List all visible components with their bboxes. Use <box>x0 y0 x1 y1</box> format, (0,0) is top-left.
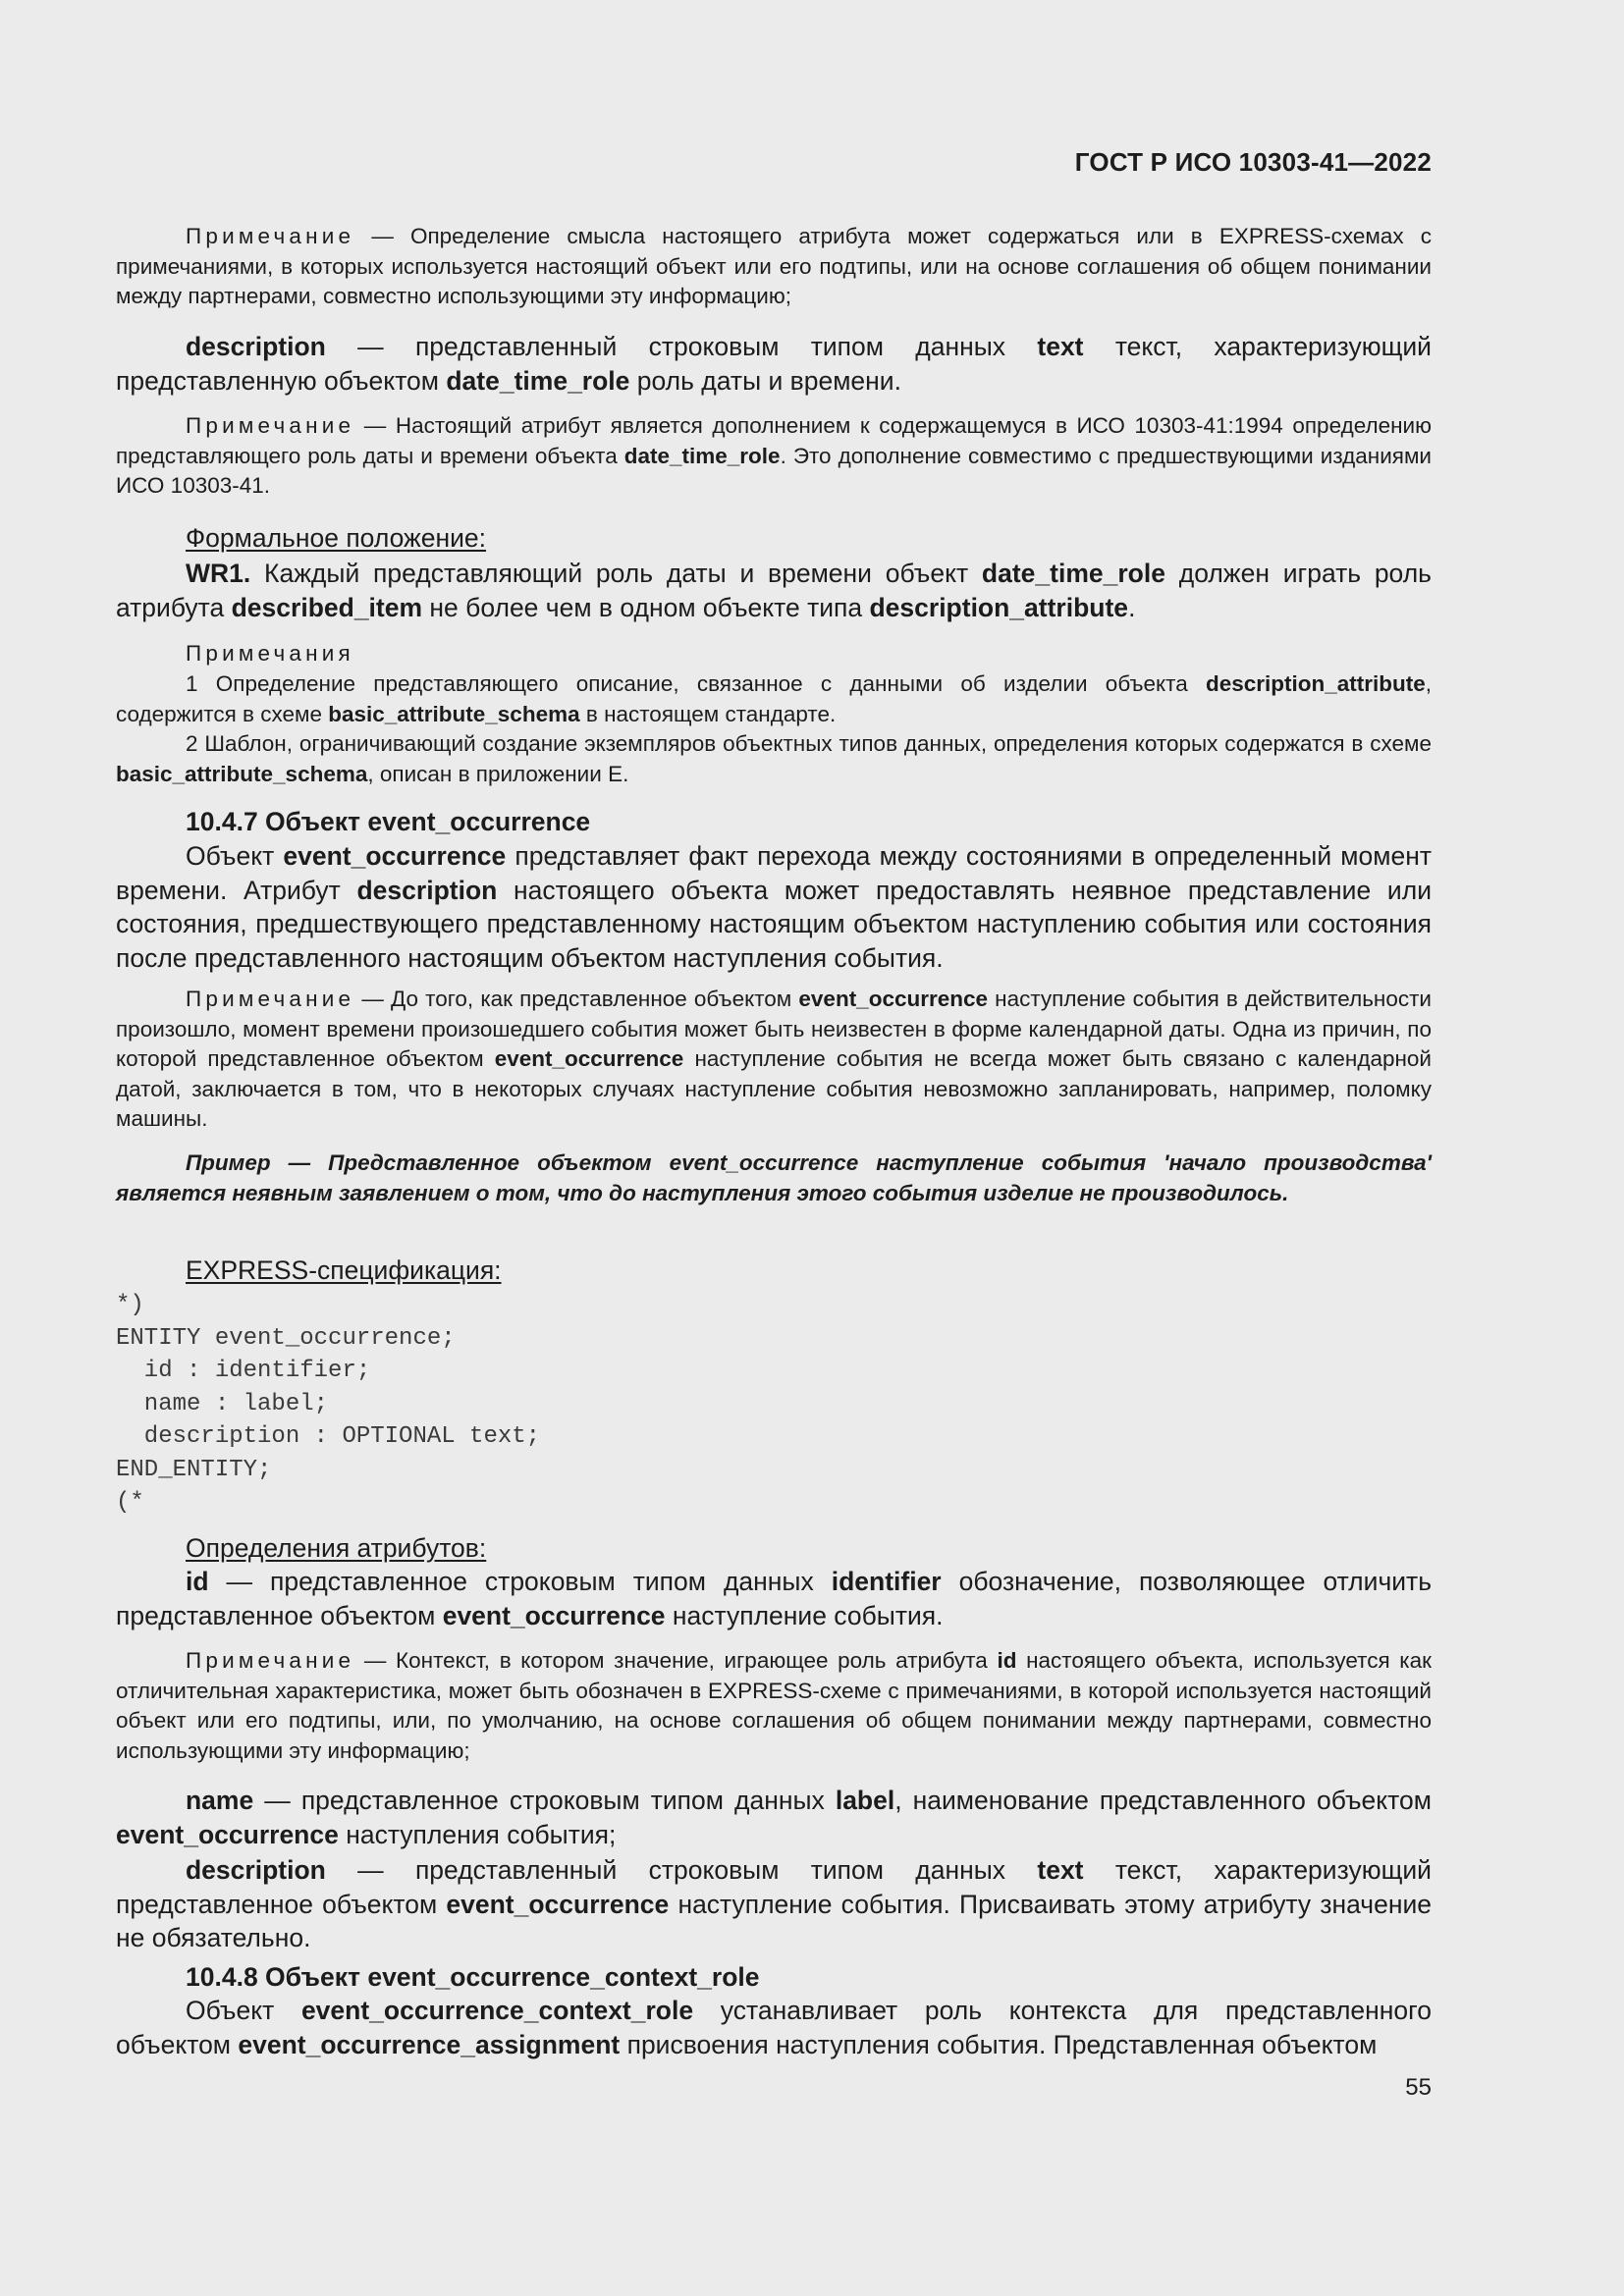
code-line: (* <box>116 1489 144 1516</box>
formal-heading: Формальное положение: <box>186 523 487 553</box>
code-line: END_ENTITY; <box>116 1456 272 1483</box>
note-paragraph-2: Примечание — Настоящий атрибут является дополнением к содержащемуся в ИСО 10303-41:1994 определению представляющего роль даты и времени объекта date_time_role. Это дополнение совместимо с предшествующими изданиями ИСО 10303-41. <box>116 413 1432 499</box>
note-paragraph-4: Примечание — Контекст, в котором значение, играющее роль атрибута id настоящего объекта, используется как отличительная характеристика, может быть обозначен в EXPRESS-схеме с примечаниями, в которой используется настоящий объект или его подтипы, или, по умолчанию, на основе соглашения об общем понимании между партнерами, совместно использующими эту информацию; <box>116 1648 1432 1763</box>
note-paragraph-1: Примечание — Определение смысла настоящего атрибута может содержаться или в EXPRESS-схемах с примечаниями, в которых используется настоящий объект или его подтипы, или на основе соглашения об общем понимании между партнерами, совместно использующими эту информацию; <box>116 224 1432 309</box>
note-label: Примечание <box>186 413 355 438</box>
document-header: ГОСТ Р ИСО 10303-41—2022 <box>1074 147 1432 177</box>
section-heading-10-4-7: 10.4.7 Объект event_occurrence <box>186 807 591 836</box>
code-line: *) <box>116 1292 144 1318</box>
description-definition-2: description — представленный строковым типом данных text текст, характеризующий представленное объектом event_occurrence наступление события. Присваивать этому атрибуту значение не обязательно. <box>116 1855 1433 1953</box>
code-line: ENTITY event_occurrence; <box>116 1324 456 1352</box>
description-definition: description — представленный строковым типом данных text текст, характеризующий представленную объектом date_time_role роль даты и времени. <box>116 332 1432 396</box>
code-line: id : identifier; <box>116 1358 371 1384</box>
section-heading-10-4-8: 10.4.8 Объект event_occurrence_context_role <box>186 1962 760 1992</box>
express-heading: EXPRESS-спецификация: <box>186 1255 502 1285</box>
note-label: Примечание <box>186 224 355 248</box>
note-item-2: 2 Шаблон, ограничивающий создание экземпляров объектных типов данных, определения которых содержатся в схеме basic_attribute_schema, описан в приложении E. <box>116 731 1432 786</box>
express-code-block <box>116 1289 1432 1520</box>
notes-label: Примечания <box>186 641 354 666</box>
id-definition: id — представленное строковым типом данных identifier обозначение, позволяющее отличить представленное объектом event_occurrence наступление события. <box>116 1567 1432 1630</box>
note-label: Примечание <box>186 1648 355 1673</box>
note-label: Примечание <box>186 987 355 1011</box>
event-occurrence-context-role-description: Объект event_occurrence_context_role устанавливает роль контекста для представленного объектом event_occurrence_assignment присвоения наступления события. Представленная объектом <box>116 1996 1432 2059</box>
wr1-rule: WR1. Каждый представляющий роль даты и времени объект date_time_role должен играть роль атрибута described_item не более чем в одном объекте типа description_attribute. <box>116 559 1432 622</box>
note-item-1: 1 Определение представляющего описание, связанное с данными об изделии объекта description_attribute, содержится в схеме basic_attribute_schema в настоящем стандарте. <box>116 671 1432 726</box>
note-paragraph-3: Примечание — До того, как представленное объектом event_occurrence наступление события в действительности произошло, момент времени произошедшего события может быть неизвестен в форме календарной даты. Одна из причин, по которой представленное объектом event_occurrence наступление события не всегда может быть связано с календарной датой, заключается в том, что в некоторых случаях наступление события невозможно запланировать, например, поломку машины. <box>116 987 1433 1132</box>
page-number: 55 <box>1405 2074 1432 2101</box>
event-occurrence-description: Объект event_occurrence представляет факт перехода между состояниями в определенный момент времени. Атрибут description настоящего объекта может предоставлять неявное представление или состояния, предшествующего представленному настоящим объектом наступлению события или состояния после представленного настоящим объектом наступления события. <box>116 841 1432 973</box>
code-line: name : label; <box>116 1390 329 1417</box>
code-line: description : OPTIONAL text; <box>116 1423 541 1450</box>
attribute-definitions-heading: Определения атрибутов: <box>186 1533 487 1563</box>
example-paragraph: Пример — Представленное объектом event_occurrence наступление события 'начало производства' является неявным заявлением о том, что до наступления этого события изделие не производилось. <box>116 1150 1432 1205</box>
document-page <box>116 0 1432 2296</box>
name-definition: name — представленное строковым типом данных label, наименование представленного объектом event_occurrence наступления события; <box>116 1786 1432 1849</box>
